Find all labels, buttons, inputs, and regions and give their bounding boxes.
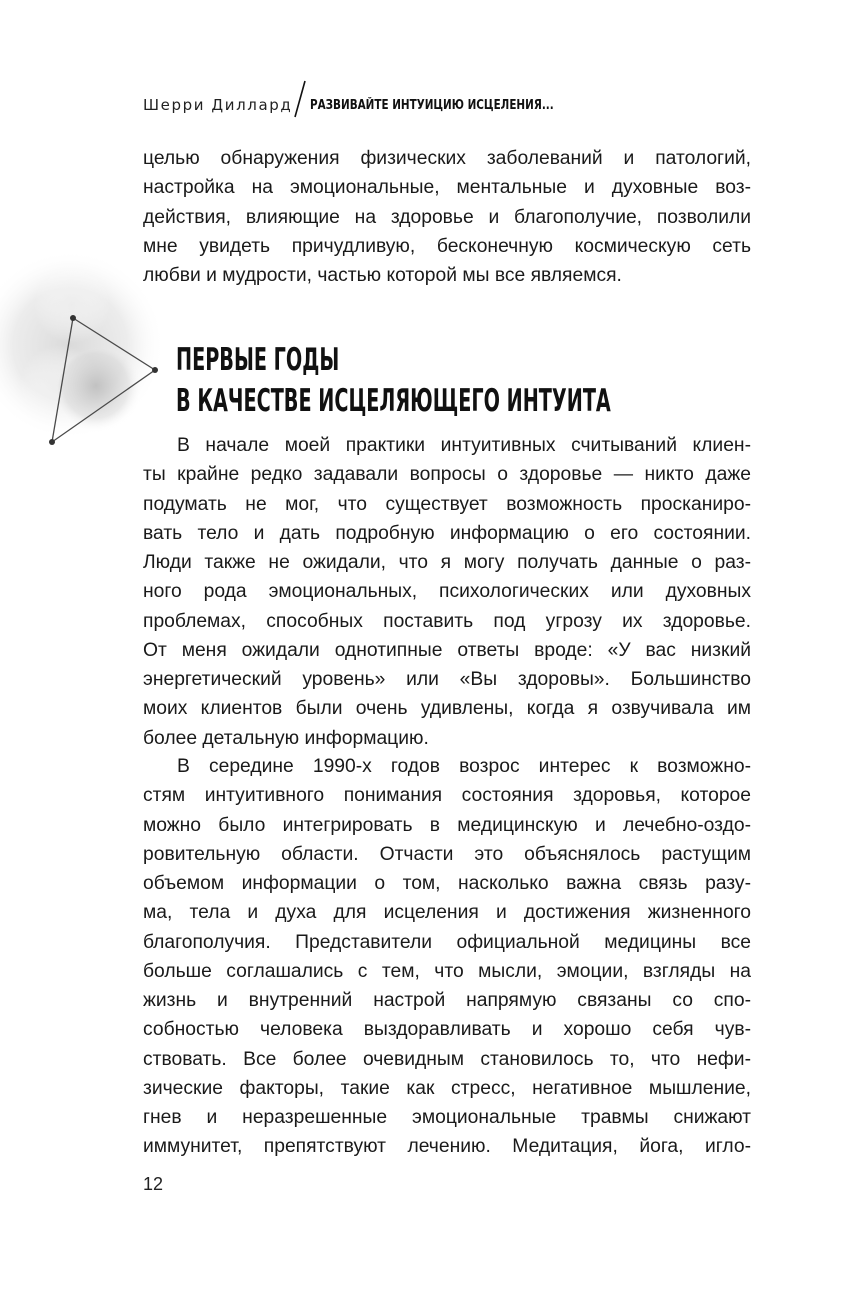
text-line: проблемах, способных поставить под угрозу их здоровье.: [143, 610, 751, 632]
text-line: настройка на эмоциональные, ментальные и духовные воз-: [143, 177, 751, 199]
text-line: ствовать. Все более очевидным становилось то, что нефи-: [143, 1048, 751, 1070]
text-line: гнев и неразрешенные эмоциональные травмы снижают: [143, 1107, 751, 1128]
text-line: больше соглашались с тем, что мысли, эмоции, взгляды на: [143, 960, 751, 982]
running-head-book-title: РАЗВИВАЙТЕ ИНТУИЦИЮ ИСЦЕЛЕНИЯ...: [310, 97, 555, 113]
text-line: вать тело и дать подробную информацию о его состоянии.: [143, 522, 751, 544]
text-line: В начале моей практики интуитивных считываний клиен-: [177, 435, 751, 456]
text-line: ровительную области. Отчасти это объяснялось растущим: [143, 843, 751, 865]
text-line: жизнь и внутренний настрой напрямую связаны со спо-: [143, 990, 751, 1011]
text-line: любви и мудрости, частью которой мы все являемся.: [143, 265, 622, 286]
slash-separator-icon: [292, 79, 308, 119]
running-head: [143, 90, 615, 120]
text-line: объемом информации о том, насколько важна связь разу-: [143, 873, 751, 894]
text-line: мне увидеть причудливую, бесконечную космическую сеть: [143, 235, 751, 257]
text-line: От меня ожидали однотипные ответы вроде: «У вас низкий: [143, 639, 751, 661]
text-line: зические факторы, такие как стресс, негативное мышление,: [143, 1077, 751, 1099]
section-heading: [176, 340, 676, 422]
text-line: моих клиентов были очень удивлены, когда я озвучивала им: [143, 698, 751, 720]
text-line: стям интуитивного понимания состояния здоровья, которое: [143, 785, 751, 807]
page-number: 12: [143, 1174, 164, 1194]
text-line: можно было интегрировать в медицинскую и лечебно-оздо-: [143, 814, 751, 836]
text-line: целью обнаружения физических заболеваний и патологий,: [143, 148, 751, 169]
text-line: ты крайне редко задавали вопросы о здоровье — никто даже: [143, 464, 751, 486]
section-heading-line-1: ПЕРВЫЕ ГОДЫ: [176, 342, 340, 378]
text-line: Люди также не ожидали, что я могу получать данные о раз-: [143, 552, 751, 573]
text-line: В середине 1990-х годов возрос интерес к возможно-: [177, 756, 751, 777]
text-line: ма, тела и духа для исцеления и достижения жизненного: [143, 902, 751, 924]
section-heading-line-2: В КАЧЕСТВЕ ИСЦЕЛЯЮЩЕГО ИНТУИТА: [176, 383, 611, 419]
text-line: благополучия. Представители официальной медицины все: [143, 931, 751, 953]
body-paragraph-2: [143, 752, 751, 1162]
intro-paragraph: [143, 144, 751, 290]
text-line: более детальную информацию.: [143, 727, 429, 749]
text-line: собностью человека выздоравливать и хорошо себя чув-: [143, 1019, 751, 1041]
text-line: подумать не мог, что существует возможность просканиро-: [143, 493, 751, 515]
running-head-author: Шерри Диллард: [143, 96, 293, 114]
body-paragraph-1: [143, 431, 751, 753]
text-line: иммунитет, препятствуют лечению. Медитация, йога, игло-: [143, 1136, 751, 1158]
text-line: энергетический уровень» или «Вы здоровы». Большинство: [143, 669, 751, 690]
text-line: действия, влияющие на здоровье и благополучие, позволили: [143, 206, 751, 228]
text-line: ного рода эмоциональных, психологических или духовных: [143, 581, 751, 603]
